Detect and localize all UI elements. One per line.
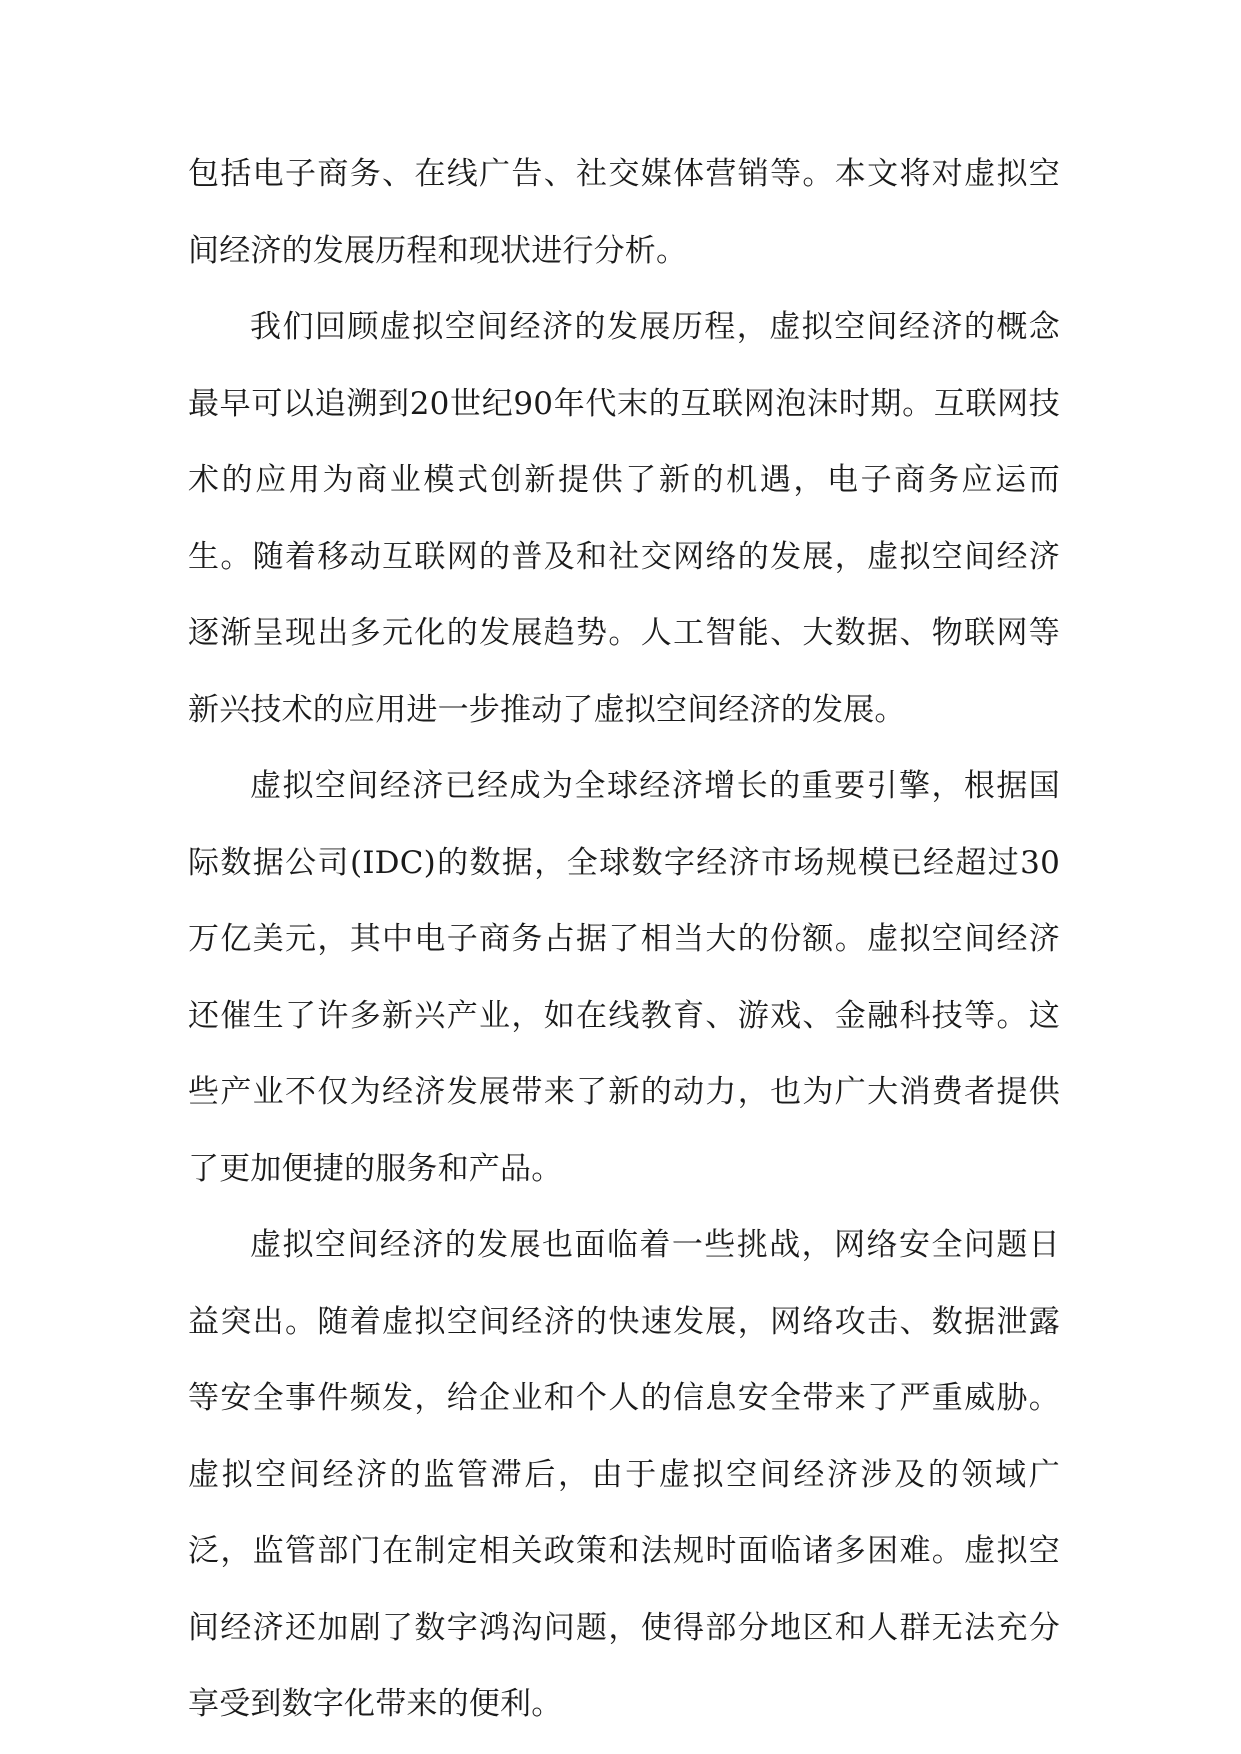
paragraph-challenges: 虚拟空间经济的发展也面临着一些挑战，网络安全问题日益突出。随着虚拟空间经济的快速发展，网络攻击、数据泄露等安全事件频发，给企业和个人的信息安全带来了严重威胁。虚拟空间经济的监管滞后，由于虚拟空间经济涉及的领域广泛，监管部门在制定相关政策和法规时面临诸多困难。虚拟空间经济还加剧了数字鸿沟问题，使得部分地区和人群无法充分享受到数字化带来的便利。 <box>188 1227 1060 1722</box>
paragraph-continuation: 包括电子商务、在线广告、社交媒体营销等。本文将对虚拟空间经济的发展历程和现状进行分析。 <box>188 156 1060 269</box>
paragraph-status: 虚拟空间经济已经成为全球经济增长的重要引擎，根据国际数据公司(IDC)的数据，全球数字经济市场规模已经超过30万亿美元，其中电子商务占据了相当大的份额。虚拟空间经济还催生了许多新兴产业，如在线教育、游戏、金融科技等。这些产业不仅为经济发展带来了新的动力，也为广大消费者提供了更加便捷的服务和产品。 <box>188 768 1060 1187</box>
document-body <box>188 136 1060 1743</box>
paragraph-history: 我们回顾虚拟空间经济的发展历程，虚拟空间经济的概念最早可以追溯到20世纪90年代末的互联网泡沫时期。互联网技术的应用为商业模式创新提供了新的机遇，电子商务应运而生。随着移动互联网的普及和社交网络的发展，虚拟空间经济逐渐呈现出多元化的发展趋势。人工智能、大数据、物联网等新兴技术的应用进一步推动了虚拟空间经济的发展。 <box>188 309 1060 728</box>
